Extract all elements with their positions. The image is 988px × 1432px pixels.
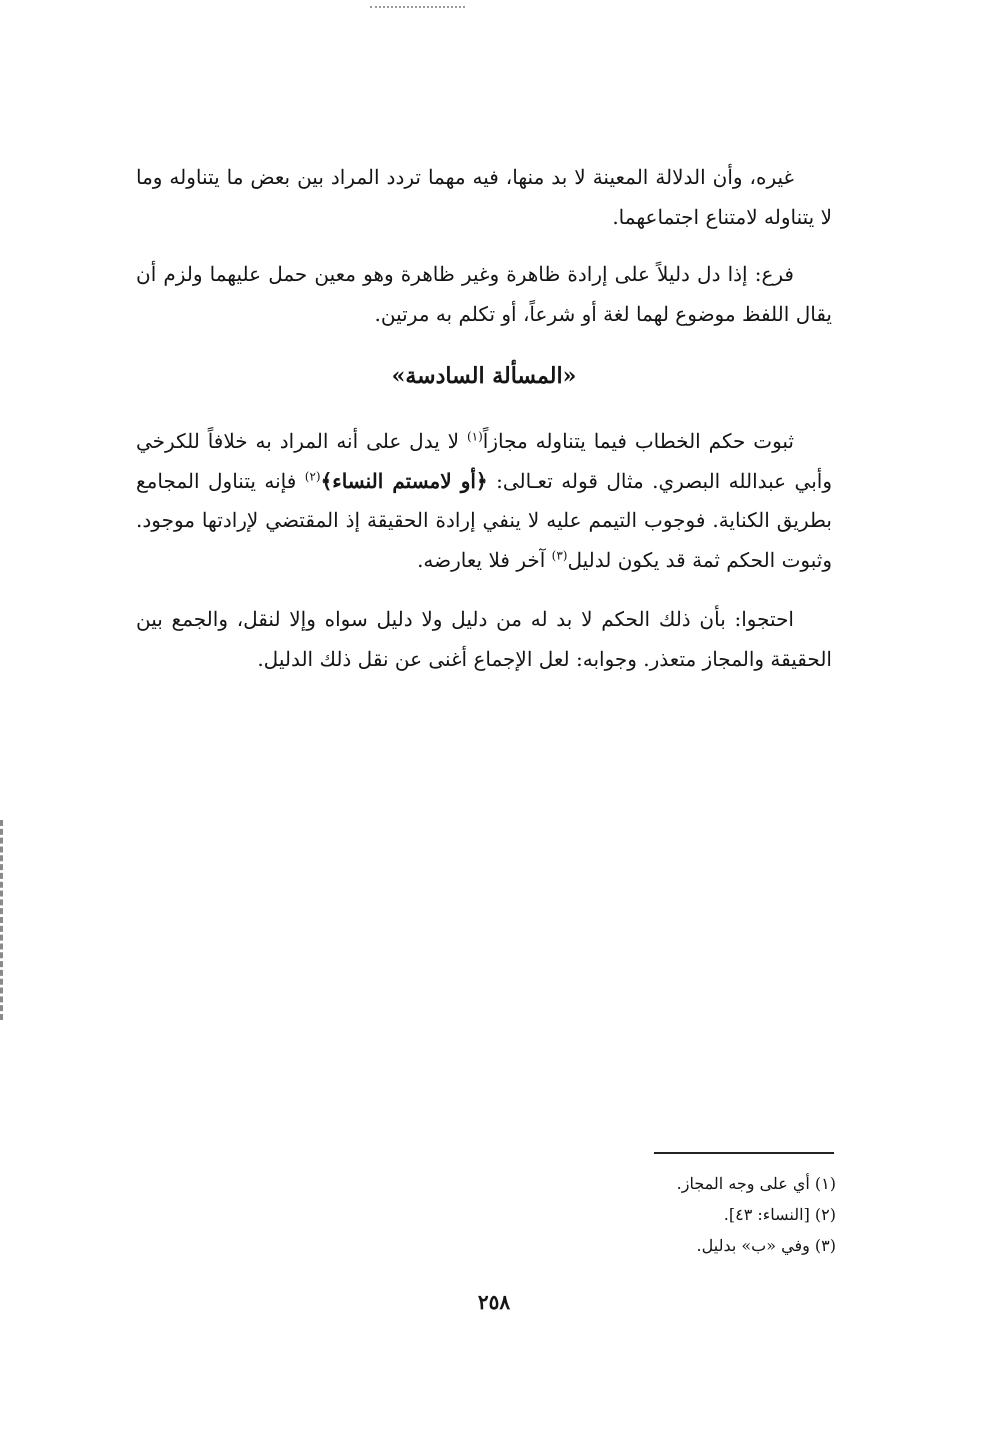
footnotes bbox=[520, 1168, 836, 1261]
top-scan-rule bbox=[370, 6, 465, 8]
scan-edge-marks bbox=[0, 820, 6, 1020]
paragraph-3-part-c: فإنه يتناول المجامع بطريق الكناية. فوجوب التيمم عليه لا ينفي إرادة الحقيقة إذ المقتضي لإرادتها موجود. وثبوت الحكم ثمة قد يكون لدليل bbox=[136, 468, 832, 572]
footnote-2: (٢) [النساء: ٤٣]. bbox=[723, 1205, 836, 1224]
footnote-1: (١) أي على وجه المجاز. bbox=[676, 1174, 836, 1193]
paragraph-3-part-b: لا يدل على أنه المراد به خلافاً للكرخي وأبي عبدالله البصري. مثال قوله تعـالى: bbox=[136, 429, 833, 493]
paragraph-3 bbox=[136, 422, 832, 580]
paragraph-1: غيره، وأن الدلالة المعينة لا بد منها، فيه مهما تردد المراد بين بعض ما يتناوله وما لا يتناوله لامتناع اجتماعهما. bbox=[136, 165, 832, 229]
main-text bbox=[136, 158, 832, 679]
paragraph-4: احتجوا: بأن ذلك الحكم لا بد له من دليل ولا دليل سواه وإلا لنقل، والجمع بين الحقيقة والمجاز متعذر. وجوابه: لعل الإجماع أغنى عن نقل ذلك الدليل. bbox=[136, 607, 832, 671]
section-heading: «المسألة السادسة» bbox=[391, 363, 577, 389]
footnote-3: (٣) وفي «ب» بدليل. bbox=[696, 1236, 836, 1255]
footnote-ref-2: (٢) bbox=[304, 468, 321, 483]
footnote-ref-3: (٣) bbox=[551, 547, 568, 562]
paragraph-2: فرع: إذا دل دليلاً على إرادة ظاهرة وغير ظاهرة وهو معين حمل عليهما ولزم أن يقال اللفظ موضوع لهما لغة أو شرعاً، أو تكلم به مرتين. bbox=[136, 262, 832, 326]
paragraph-3-part-a: ثبوت حكم الخطاب فيما يتناوله مجازاً bbox=[482, 429, 794, 453]
quran-quote: ﴿أو لامستم النساء﴾ bbox=[320, 468, 488, 493]
footnote-separator bbox=[654, 1152, 834, 1154]
footnote-ref-1: (١) bbox=[466, 429, 483, 444]
paragraph-3-part-d: آخر فلا يعارضه. bbox=[417, 547, 552, 572]
page-number: ٢٥٨ bbox=[477, 1290, 511, 1314]
